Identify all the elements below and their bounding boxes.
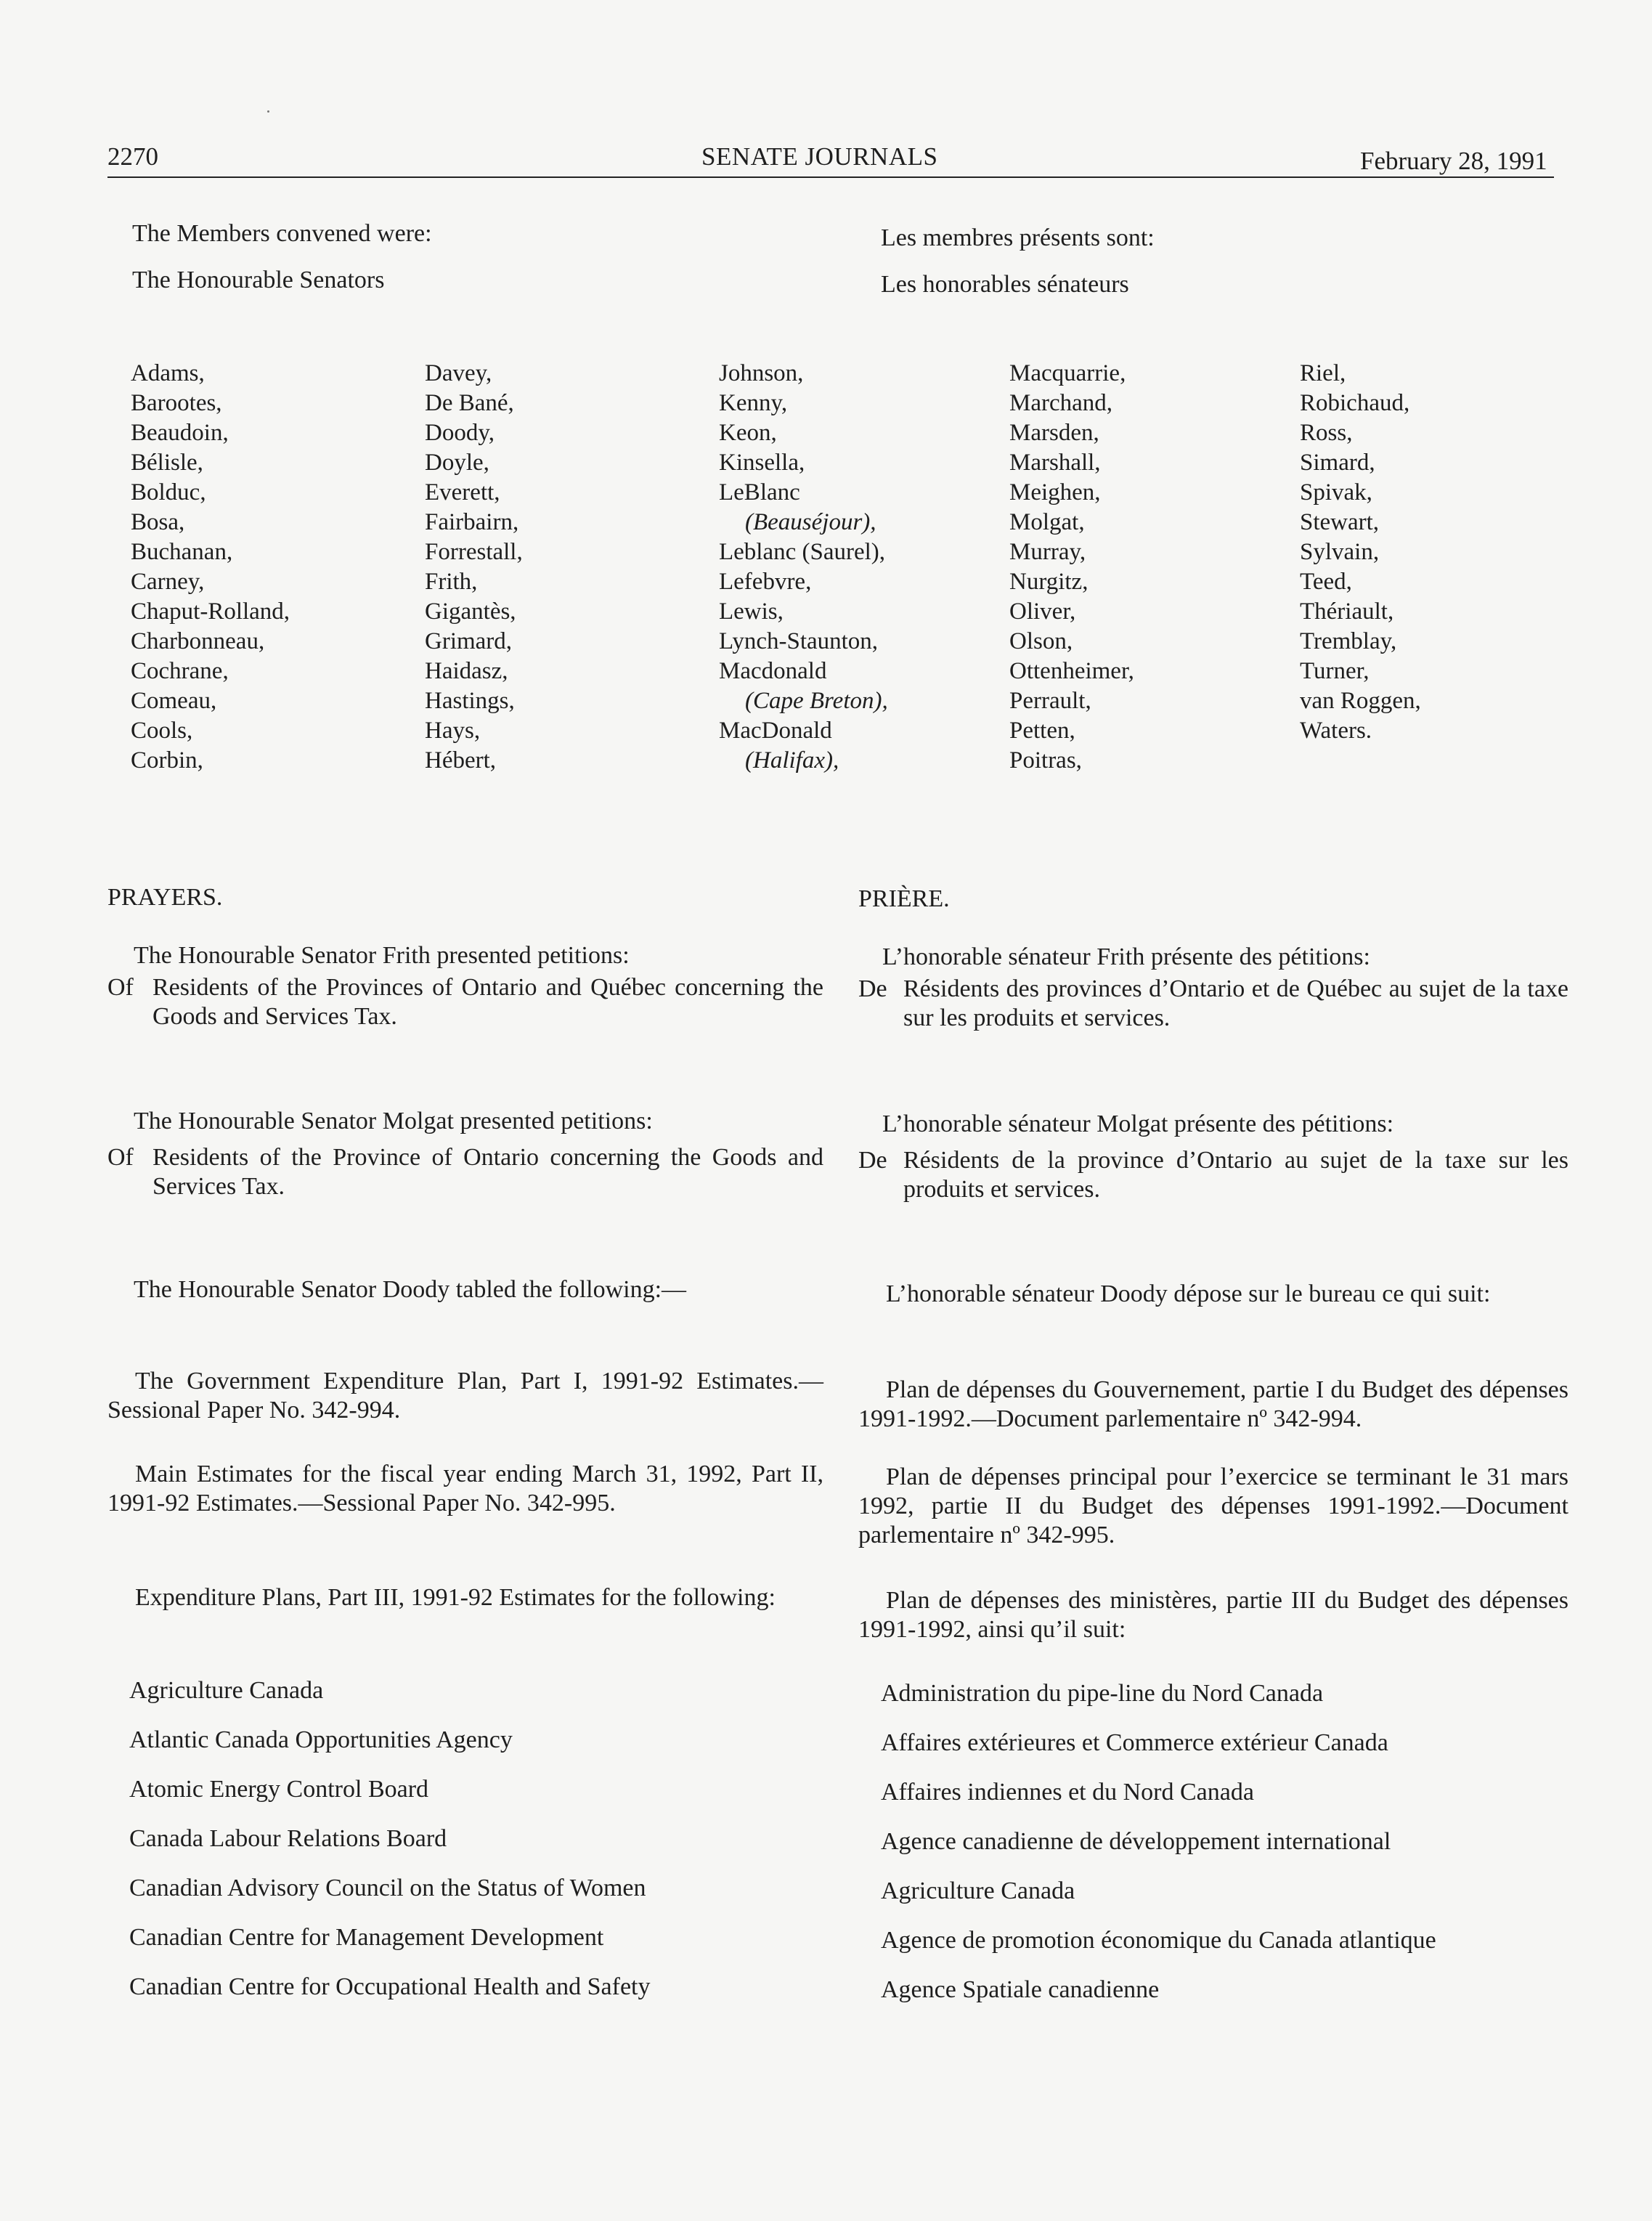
senator-name: Turner, — [1300, 658, 1370, 684]
senator-name: Stewart, — [1300, 509, 1380, 535]
senator-name: Teed, — [1300, 569, 1352, 595]
tabled-item-fr — [858, 1463, 1568, 1550]
senator-name: Oliver, — [1009, 598, 1076, 625]
senator-name: Kinsella, — [719, 450, 805, 476]
agency-item: Agence de promotion économique du Canada atlantique — [881, 1927, 1436, 1954]
senator-name: Frith, — [425, 569, 478, 595]
senators-column-4 — [1009, 359, 1134, 776]
petition-body: Residents of the Provinces of Ontario and Québec concerning the Goods and Services Tax. — [152, 974, 823, 1030]
tabled-item-fr — [858, 1376, 1568, 1434]
senator-name: Marshall, — [1009, 450, 1101, 476]
senator-name: van Roggen, — [1300, 688, 1421, 714]
senator-name: Grimard, — [425, 628, 513, 654]
tabled-item-text: Plan de dépenses principal pour l’exercice se terminant le 31 mars 1992, partie II du Budget des dépenses 1991-1992.—Document parlementaire nº 342-995. — [858, 1463, 1568, 1548]
petition-body: Résidents de la province d’Ontario au sujet de la taxe sur les produits et services. — [903, 1147, 1568, 1203]
honourable-senators-fr: Les honorables sénateurs — [881, 271, 1129, 298]
agency-item: Canadian Advisory Council on the Status of Women — [129, 1875, 646, 1901]
senators-column-1 — [131, 359, 290, 776]
agency-item: Atlantic Canada Opportunities Agency — [129, 1726, 513, 1753]
journal-title: SENATE JOURNALS — [701, 142, 938, 171]
senator-name: Barootes, — [131, 390, 222, 416]
tabled-intro-en: The Honourable Senator Doody tabled the following:— — [134, 1276, 687, 1303]
header-rule — [107, 176, 1554, 178]
senator-name: Bosa, — [131, 509, 185, 535]
petition-detail-en — [107, 1143, 823, 1201]
senator-name: Haidasz, — [425, 658, 508, 684]
senator-name: Leblanc (Saurel), — [719, 539, 886, 565]
scan-speck — [267, 110, 269, 113]
senator-name: Keon, — [719, 420, 777, 446]
senator-name: Marsden, — [1009, 420, 1099, 446]
senator-name: Marchand, — [1009, 390, 1113, 416]
petition-body: Résidents des provinces d’Ontario et de Québec au sujet de la taxe sur les produits et services. — [903, 975, 1568, 1031]
tabled-item-fr — [858, 1586, 1568, 1644]
senators-column-5 — [1300, 359, 1421, 746]
senator-name: Comeau, — [131, 688, 217, 714]
members-convened-fr: Les membres présents sont: — [881, 224, 1155, 251]
senator-name: Macdonald — [719, 658, 827, 684]
agency-item: Canada Labour Relations Board — [129, 1825, 447, 1852]
senator-name: Riel, — [1300, 360, 1346, 386]
tabled-intro-fr-text: L’honorable sénateur Doody dépose sur le bureau ce qui suit: — [886, 1280, 1491, 1307]
senator-name: Kenny, — [719, 390, 788, 416]
tabled-item-en — [107, 1367, 823, 1425]
senator-name: Chaput-Rolland, — [131, 598, 290, 625]
petition-detail-fr — [858, 975, 1568, 1033]
senator-name: Cools, — [131, 718, 193, 744]
senator-name: Cochrane, — [131, 658, 229, 684]
senator-name: Carney, — [131, 569, 205, 595]
senator-name: Simard, — [1300, 450, 1375, 476]
senator-name: Macquarrie, — [1009, 360, 1126, 386]
agency-item: Agriculture Canada — [129, 1677, 324, 1704]
agency-item: Affaires extérieures et Commerce extérieur Canada — [881, 1729, 1388, 1756]
senator-name: Waters. — [1300, 718, 1372, 744]
senator-name: Tremblay, — [1300, 628, 1397, 654]
senator-name: Davey, — [425, 360, 492, 386]
prayers-heading-fr: PRIÈRE. — [858, 885, 950, 912]
honourable-senators-en: The Honourable Senators — [132, 267, 385, 293]
senator-name: MacDonald — [719, 718, 832, 744]
tabled-item-text: The Government Expenditure Plan, Part I, 1991-92 Estimates.—Sessional Paper No. 342-994. — [107, 1368, 823, 1424]
agency-list-en — [129, 1666, 651, 2012]
senator-name: Everett, — [425, 479, 500, 505]
senator-name: Fairbairn, — [425, 509, 519, 535]
senator-name: Doody, — [425, 420, 495, 446]
senator-name: Hays, — [425, 718, 481, 744]
senator-name: Ross, — [1300, 420, 1353, 446]
tabled-item-text: Plan de dépenses du Gouvernement, partie I du Budget des dépenses 1991-1992.—Document parlementaire nº 342-994. — [858, 1376, 1568, 1432]
senator-name: De Bané, — [425, 390, 514, 416]
senator-name: Johnson, — [719, 360, 804, 386]
petition-prefix: Of — [107, 974, 134, 1001]
agency-item: Atomic Energy Control Board — [129, 1776, 429, 1803]
tabled-item-text: Main Estimates for the fiscal year ending March 31, 1992, Part II, 1991-92 Estimates.—Sessional Paper No. 342-995. — [107, 1461, 823, 1516]
tabled-item-text: Expenditure Plans, Part III, 1991-92 Estimates for the following: — [135, 1584, 776, 1611]
journal-date: February 28, 1991 — [1360, 147, 1547, 175]
petition-prefix: De — [858, 1147, 887, 1174]
senators-column-2 — [425, 359, 523, 776]
petition-intro-fr: L’honorable sénateur Molgat présente des pétitions: — [882, 1110, 1394, 1137]
senator-name: Corbin, — [131, 747, 203, 774]
senator-name: Lewis, — [719, 598, 784, 625]
senator-name: Beaudoin, — [131, 420, 229, 446]
senator-name: Hébert, — [425, 747, 497, 774]
tabled-item-en — [107, 1583, 823, 1612]
agency-item: Agence Spatiale canadienne — [881, 1976, 1160, 2003]
tabled-intro-fr — [858, 1280, 1568, 1309]
senator-name: Lynch-Staunton, — [719, 628, 879, 654]
senator-name: Petten, — [1009, 718, 1075, 744]
agency-item: Agriculture Canada — [881, 1877, 1075, 1904]
senator-name: Perrault, — [1009, 688, 1091, 714]
senator-name: Robichaud, — [1300, 390, 1410, 416]
page-number: 2270 — [107, 142, 158, 171]
senator-name: Doyle, — [425, 450, 489, 476]
agency-item: Canadian Centre for Occupational Health and Safety — [129, 1973, 651, 2000]
senator-name: Thériault, — [1300, 598, 1394, 625]
senator-name: Sylvain, — [1300, 539, 1380, 565]
senator-name: Meighen, — [1009, 479, 1101, 505]
senator-name: Buchanan, — [131, 539, 233, 565]
senator-name: Poitras, — [1009, 747, 1082, 774]
senator-division: (Beauséjour), — [745, 509, 876, 535]
senator-name: Ottenheimer, — [1009, 658, 1134, 684]
agency-list-fr — [881, 1669, 1436, 2015]
agency-item: Affaires indiennes et du Nord Canada — [881, 1779, 1254, 1806]
agency-item: Canadian Centre for Management Development — [129, 1924, 604, 1951]
senator-name: Adams, — [131, 360, 205, 386]
senator-name: Lefebvre, — [719, 569, 812, 595]
senator-name: Hastings, — [425, 688, 515, 714]
agency-item: Administration du pipe-line du Nord Canada — [881, 1680, 1324, 1707]
agency-item: Agence canadienne de développement international — [881, 1828, 1391, 1855]
senator-name: Nurgitz, — [1009, 569, 1089, 595]
senator-name: Gigantès, — [425, 598, 516, 625]
petition-intro-fr: L’honorable sénateur Frith présente des pétitions: — [882, 943, 1370, 970]
senator-name: Forrestall, — [425, 539, 523, 565]
senator-name: Olson, — [1009, 628, 1073, 654]
petition-body: Residents of the Province of Ontario concerning the Goods and Services Tax. — [152, 1144, 823, 1200]
senator-name: Bolduc, — [131, 479, 206, 505]
senators-column-3 — [719, 359, 888, 776]
petition-intro-en: The Honourable Senator Frith presented petitions: — [134, 942, 630, 969]
petition-prefix: De — [858, 975, 887, 1002]
petition-detail-en — [107, 973, 823, 1031]
senator-name: Molgat, — [1009, 509, 1085, 535]
tabled-item-en — [107, 1460, 823, 1518]
senator-division: (Cape Breton), — [745, 688, 888, 714]
senator-division: (Halifax), — [745, 747, 839, 774]
petition-intro-en: The Honourable Senator Molgat presented petitions: — [134, 1108, 653, 1134]
senator-name: Spivak, — [1300, 479, 1372, 505]
petition-prefix: Of — [107, 1144, 134, 1171]
senator-name: Charbonneau, — [131, 628, 265, 654]
prayers-heading-en: PRAYERS. — [107, 884, 223, 911]
tabled-item-text: Plan de dépenses des ministères, partie III du Budget des dépenses 1991-1992, ainsi qu’il suit: — [858, 1587, 1568, 1643]
senator-name: Murray, — [1009, 539, 1086, 565]
senator-name: Bélisle, — [131, 450, 203, 476]
members-convened-en: The Members convened were: — [132, 220, 432, 247]
senator-name: LeBlanc — [719, 479, 800, 505]
petition-detail-fr — [858, 1146, 1568, 1204]
